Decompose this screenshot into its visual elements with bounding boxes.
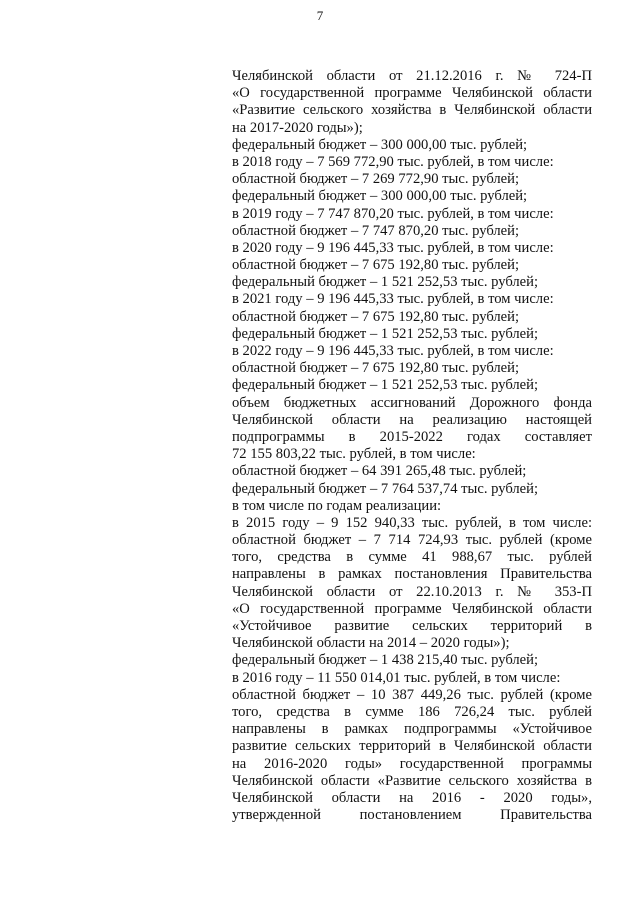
text-line: «Развитие сельского хозяйства в Челябинской области [232, 102, 592, 119]
text-line: в 2015 году – 9 152 940,33 тыс. рублей, в том числе: [232, 514, 592, 531]
text-line: 72 155 803,22 тыс. рублей, в том числе: [232, 446, 476, 463]
text-line: Челябинской области «Развитие сельского хозяйства в [232, 772, 592, 789]
page-number: 7 [316, 8, 324, 23]
text-line: того, средства в сумме 41 988,67 тыс. рублей [232, 549, 592, 566]
text-line: федеральный бюджет – 7 764 537,74 тыс. рублей; [232, 480, 539, 497]
text-line: в 2019 году – 7 747 870,20 тыс. рублей, в том числе: [232, 205, 554, 222]
text-line: «Устойчивое развитие сельских территорий в [232, 618, 592, 634]
text-line: направлены в рамках постановления Правительства [232, 566, 592, 583]
text-line: Челябинской области от 21.12.2016 г. № 724-П [232, 68, 592, 84]
text-line: в 2018 году – 7 569 772,90 тыс. рублей, в том числе: [232, 153, 554, 170]
text-line: федеральный бюджет – 300 000,00 тыс. рублей; [232, 136, 528, 153]
text-line: федеральный бюджет – 1 521 252,53 тыс. рублей; [232, 325, 539, 342]
text-line: областной бюджет – 7 675 192,80 тыс. рублей; [232, 308, 520, 325]
text-line: Челябинской области на 2014 – 2020 годы»); [232, 635, 510, 652]
text-line: в 2016 году – 11 550 014,01 тыс. рублей, в том числе: [232, 669, 561, 686]
text-line: развитие сельских территорий в Челябинской области [232, 738, 592, 755]
text-line: областной бюджет – 7 714 724,93 тыс. рублей (кроме [232, 532, 592, 549]
text-line: областной бюджет – 64 391 265,48 тыс. рублей; [232, 463, 527, 480]
text-line: подпрограммы в 2015-2022 годах составляет [232, 428, 592, 445]
text-line: областной бюджет – 7 747 870,20 тыс. рублей; [232, 222, 520, 239]
text-line: в том числе по годам реализации: [232, 497, 442, 514]
text-line: областной бюджет – 7 675 192,80 тыс. рублей; [232, 257, 520, 274]
text-line: федеральный бюджет – 1 521 252,53 тыс. рублей; [232, 377, 539, 394]
text-line: областной бюджет – 7 269 772,90 тыс. рублей; [232, 171, 520, 188]
text-line: «О государственной программе Челябинской области [232, 600, 592, 617]
text-line: федеральный бюджет – 1 521 252,53 тыс. рублей; [232, 274, 539, 291]
text-line: областной бюджет – 7 675 192,80 тыс. рублей; [232, 360, 520, 377]
text-line: областной бюджет – 10 387 449,26 тыс. рублей (кроме [232, 686, 592, 703]
text-line: в 2020 году – 9 196 445,33 тыс. рублей, в том числе: [232, 239, 554, 256]
text-line: объем бюджетных ассигнований Дорожного фонда [232, 394, 592, 411]
text-line: «О государственной программе Челябинской области [232, 85, 592, 102]
text-line: на 2017-2020 годы»); [232, 119, 363, 136]
text-line: Челябинской области на 2016 - 2020 годы», [232, 789, 592, 806]
text-line: в 2021 году – 9 196 445,33 тыс. рублей, в том числе: [232, 291, 554, 308]
text-line: федеральный бюджет – 300 000,00 тыс. рублей; [232, 188, 528, 205]
text-line: того, средства в сумме 186 726,24 тыс. рублей [232, 703, 592, 720]
text-line: утвержденной постановлением Правительства [232, 807, 592, 824]
text-line: на 2016-2020 годы» государственной программы [232, 755, 592, 772]
text-line: федеральный бюджет – 1 438 215,40 тыс. рублей; [232, 652, 539, 669]
text-line: в 2022 году – 9 196 445,33 тыс. рублей, в том числе: [232, 343, 554, 359]
text-line: Челябинской области от 22.10.2013 г. № 353-П [232, 583, 592, 600]
document-text [232, 68, 592, 824]
text-line: Челябинской области на реализацию настоящей [232, 411, 592, 428]
text-line: направлены в рамках подпрограммы «Устойчивое [232, 721, 592, 738]
